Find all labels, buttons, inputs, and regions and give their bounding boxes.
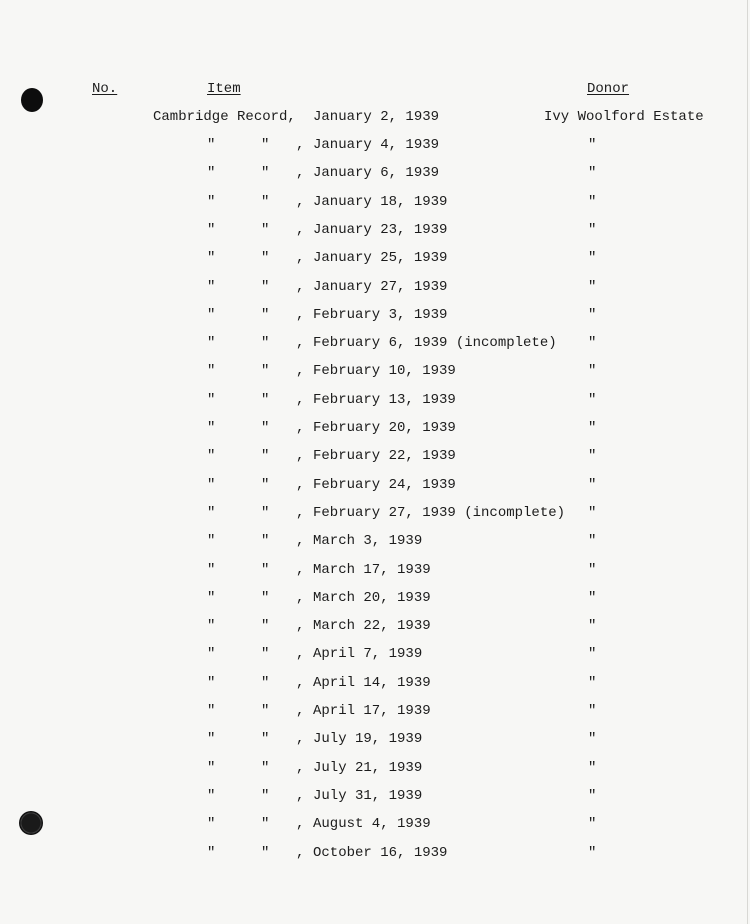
list-row (0, 392, 750, 412)
comma: , (296, 816, 305, 832)
item-date: March 3, 1939 (313, 533, 423, 549)
ditto-donor: " (588, 477, 597, 493)
column-header-no: No. (92, 81, 118, 97)
comma: , (296, 845, 305, 861)
comma: , (296, 250, 305, 266)
ditto-item: " (207, 816, 216, 832)
ditto-item: " (207, 731, 216, 747)
comma: , (296, 731, 305, 747)
item-date: January 18, 1939 (313, 194, 448, 210)
ditto-item: " (207, 675, 216, 691)
comma: , (296, 363, 305, 379)
ditto-donor: " (588, 731, 597, 747)
ditto-donor: " (588, 816, 597, 832)
ditto-donor: " (588, 420, 597, 436)
ditto-donor: " (588, 222, 597, 238)
ditto-donor: " (588, 590, 597, 606)
item-date: July 31, 1939 (313, 788, 423, 804)
list-row (0, 675, 750, 695)
list-row (0, 533, 750, 553)
ditto-item: " (207, 250, 216, 266)
comma: , (296, 335, 305, 351)
ditto-item: " (207, 845, 216, 861)
ditto-donor: " (588, 675, 597, 691)
list-row (0, 590, 750, 610)
list-row (0, 703, 750, 723)
comma: , (296, 279, 305, 295)
list-row (0, 279, 750, 299)
ditto-record: " (261, 420, 270, 436)
ditto-record: " (261, 137, 270, 153)
ditto-record: " (261, 194, 270, 210)
item-date: February 27, 1939 (incomplete) (313, 505, 566, 521)
list-row (0, 646, 750, 666)
item-date: January 2, 1939 (313, 109, 440, 125)
ditto-record: " (261, 505, 270, 521)
ditto-donor: " (588, 845, 597, 861)
list-row-first (0, 109, 750, 129)
ditto-item: " (207, 760, 216, 776)
item-date: January 27, 1939 (313, 279, 448, 295)
item-date: April 7, 1939 (313, 646, 423, 662)
comma: , (296, 307, 305, 323)
list-row (0, 307, 750, 327)
ditto-donor: " (588, 703, 597, 719)
list-row (0, 845, 750, 865)
comma: , (296, 392, 305, 408)
comma: , (296, 703, 305, 719)
ditto-record: " (261, 816, 270, 832)
item-date: July 21, 1939 (313, 760, 423, 776)
list-row (0, 222, 750, 242)
list-row (0, 363, 750, 383)
list-row (0, 618, 750, 638)
comma: , (296, 533, 305, 549)
donor-name: Ivy Woolford Estate (544, 109, 704, 125)
ditto-record: " (261, 845, 270, 861)
ditto-item: " (207, 279, 216, 295)
ditto-donor: " (588, 562, 597, 578)
ditto-item: " (207, 165, 216, 181)
list-row (0, 477, 750, 497)
item-date: February 6, 1939 (incomplete) (313, 335, 557, 351)
ditto-donor: " (588, 250, 597, 266)
comma: , (296, 165, 305, 181)
ditto-item: " (207, 562, 216, 578)
list-row (0, 420, 750, 440)
ditto-donor: " (588, 788, 597, 804)
comma: , (296, 194, 305, 210)
ditto-donor: " (588, 194, 597, 210)
ditto-donor: " (588, 363, 597, 379)
comma: , (296, 618, 305, 634)
comma: , (296, 788, 305, 804)
ditto-item: " (207, 590, 216, 606)
ditto-record: " (261, 533, 270, 549)
ditto-donor: " (588, 533, 597, 549)
ditto-item: " (207, 448, 216, 464)
item-date: August 4, 1939 (313, 816, 431, 832)
ditto-record: " (261, 646, 270, 662)
column-header-item: Item (207, 81, 241, 97)
ditto-record: " (261, 250, 270, 266)
ditto-item: " (207, 363, 216, 379)
list-row (0, 788, 750, 808)
ditto-record: " (261, 307, 270, 323)
ditto-record: " (261, 392, 270, 408)
list-row (0, 137, 750, 157)
comma: , (296, 420, 305, 436)
ditto-record: " (261, 590, 270, 606)
ditto-item: " (207, 137, 216, 153)
comma: , (296, 760, 305, 776)
ditto-item: " (207, 194, 216, 210)
column-header-donor: Donor (587, 81, 630, 97)
comma: , (296, 448, 305, 464)
comma: , (296, 222, 305, 238)
ditto-donor: " (588, 618, 597, 634)
list-row (0, 194, 750, 214)
ditto-record: " (261, 279, 270, 295)
ditto-item: " (207, 477, 216, 493)
item-date: January 25, 1939 (313, 250, 448, 266)
item-date: March 20, 1939 (313, 590, 431, 606)
ditto-donor: " (588, 392, 597, 408)
ditto-item: " (207, 618, 216, 634)
item-date: March 17, 1939 (313, 562, 431, 578)
item-date: March 22, 1939 (313, 618, 431, 634)
comma: , (296, 590, 305, 606)
item-date: February 20, 1939 (313, 420, 456, 436)
ditto-record: " (261, 788, 270, 804)
item-date: April 14, 1939 (313, 675, 431, 691)
ditto-donor: " (588, 137, 597, 153)
list-row (0, 250, 750, 270)
ditto-donor: " (588, 165, 597, 181)
list-row (0, 505, 750, 525)
ditto-record: " (261, 562, 270, 578)
list-row (0, 562, 750, 582)
item-date: February 3, 1939 (313, 307, 448, 323)
ditto-item: " (207, 505, 216, 521)
ditto-record: " (261, 477, 270, 493)
item-date: January 23, 1939 (313, 222, 448, 238)
ditto-record: " (261, 222, 270, 238)
ditto-donor: " (588, 505, 597, 521)
ditto-record: " (261, 675, 270, 691)
ditto-donor: " (588, 279, 597, 295)
ditto-record: " (261, 363, 270, 379)
comma: , (296, 562, 305, 578)
ditto-donor: " (588, 646, 597, 662)
item-date: February 24, 1939 (313, 477, 456, 493)
list-row (0, 731, 750, 751)
ditto-item: " (207, 420, 216, 436)
item-date: October 16, 1939 (313, 845, 448, 861)
item-date: February 22, 1939 (313, 448, 456, 464)
list-row (0, 816, 750, 836)
item-date: July 19, 1939 (313, 731, 423, 747)
item-date: February 10, 1939 (313, 363, 456, 379)
ditto-record: " (261, 165, 270, 181)
ditto-record: " (261, 618, 270, 634)
ditto-record: " (261, 703, 270, 719)
ditto-item: " (207, 533, 216, 549)
list-row (0, 165, 750, 185)
item-name: Cambridge Record, (153, 109, 296, 125)
ditto-item: " (207, 703, 216, 719)
comma: , (296, 477, 305, 493)
ditto-donor: " (588, 760, 597, 776)
item-date: February 13, 1939 (313, 392, 456, 408)
ditto-donor: " (588, 307, 597, 323)
list-row (0, 335, 750, 355)
ditto-record: " (261, 731, 270, 747)
ditto-item: " (207, 335, 216, 351)
ditto-item: " (207, 222, 216, 238)
ditto-donor: " (588, 448, 597, 464)
comma: , (296, 675, 305, 691)
ditto-item: " (207, 392, 216, 408)
comma: , (296, 137, 305, 153)
ditto-record: " (261, 448, 270, 464)
ditto-item: " (207, 307, 216, 323)
list-row (0, 448, 750, 468)
comma: , (296, 505, 305, 521)
ditto-item: " (207, 788, 216, 804)
ditto-item: " (207, 646, 216, 662)
comma: , (296, 646, 305, 662)
item-date: January 6, 1939 (313, 165, 440, 181)
item-date: January 4, 1939 (313, 137, 440, 153)
ditto-record: " (261, 335, 270, 351)
list-row (0, 760, 750, 780)
ditto-record: " (261, 760, 270, 776)
ditto-donor: " (588, 335, 597, 351)
item-date: April 17, 1939 (313, 703, 431, 719)
